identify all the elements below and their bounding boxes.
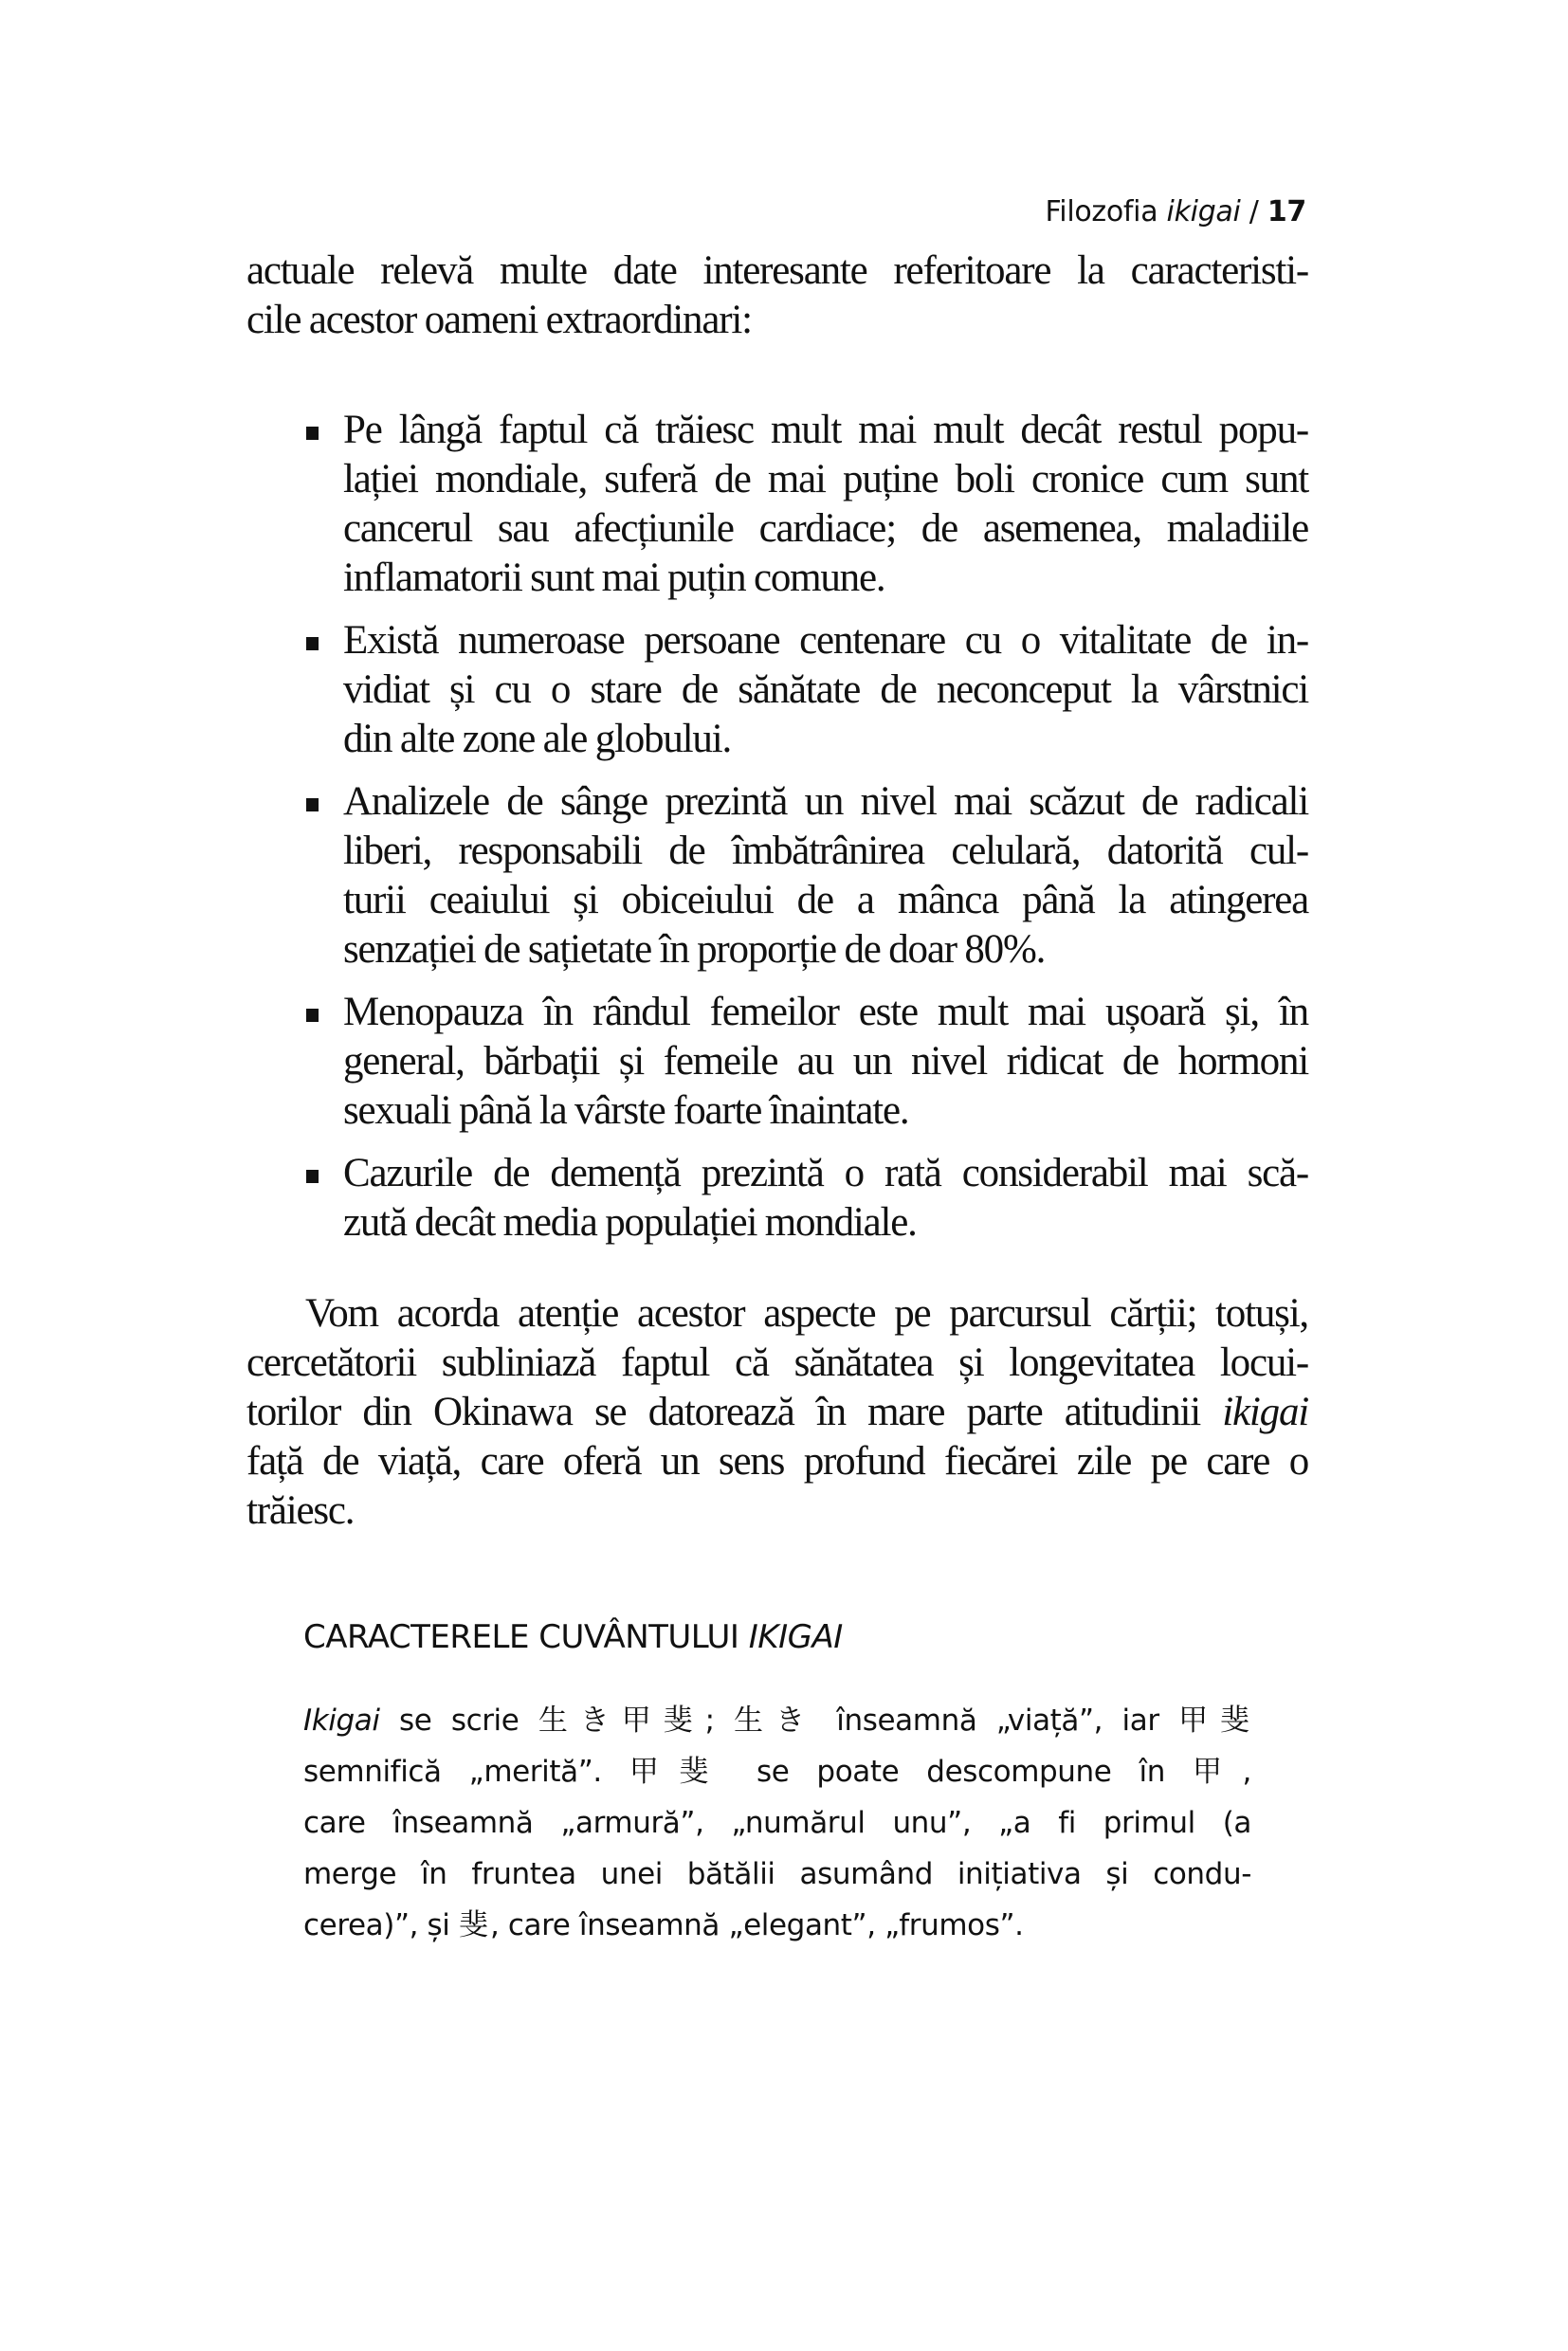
- text-segment: se scrie: [379, 1704, 538, 1738]
- body-paragraph: [246, 1289, 1308, 1536]
- kanji-explanation: [303, 1695, 1251, 1951]
- italic-term: ikigai: [1222, 1390, 1308, 1434]
- section-heading-text: CARACTERELE CUVÂNTULUI: [303, 1618, 749, 1656]
- kanji-gai: 甲斐: [1178, 1704, 1252, 1738]
- text-line: trăiesc.: [246, 1488, 355, 1533]
- text-segment: semnifică „merită”.: [303, 1755, 629, 1789]
- text-line: față de viață, care oferă un sens profund fiecărei zile pe care o: [246, 1439, 1308, 1484]
- text-line: zută decât media populației mondiale.: [343, 1200, 917, 1245]
- text-line: Vom acorda atenție acestor aspecte pe parcursul cărții; totuși,: [305, 1291, 1308, 1336]
- list-item: [246, 1149, 1308, 1248]
- text-segment: , care înseamnă „elegant”, „frumos”.: [489, 1908, 1024, 1942]
- text-line: care înseamnă „armură”, „numărul unu”, „a fi primul (a: [303, 1806, 1251, 1840]
- text-line: Cazurile de demență prezintă o rată considerabil mai scă-: [343, 1151, 1308, 1195]
- text-line: Analizele de sânge prezintă un nivel mai scăzut de radicali: [343, 779, 1308, 824]
- text-line: Pe lângă faptul că trăiesc mult mai mult decât restul popu-: [343, 408, 1308, 452]
- text-line: cercetătorii subliniază faptul că sănătatea și longevitatea locui-: [246, 1340, 1308, 1385]
- section-heading-italic: IKIGAI: [748, 1618, 843, 1656]
- text-line: actuale relevă multe date interesante referitoare la caracteristi-: [246, 248, 1308, 293]
- kanji-iki: 生き: [734, 1704, 817, 1738]
- running-head-title: Filozofia: [1045, 195, 1158, 228]
- square-bullet-icon: [306, 637, 319, 650]
- bullet-list: [246, 406, 1308, 1248]
- text-line: inflamatorii sunt mai puțin comune.: [343, 556, 885, 600]
- list-item: [246, 616, 1308, 764]
- text-line: [246, 1388, 1308, 1437]
- text-line: senzației de sațietate în proporție de doar 80%.: [343, 927, 1046, 972]
- list-item: [246, 988, 1308, 1136]
- list-item: [246, 777, 1308, 975]
- page-number: 17: [1267, 195, 1306, 228]
- kanji-gai: 甲斐: [629, 1755, 729, 1789]
- text-line: general, bărbații și femeile au un nivel ridicat de hormoni: [343, 1039, 1308, 1084]
- text-segment: cerea)”, și: [303, 1908, 459, 1942]
- running-head: [1046, 193, 1306, 231]
- kanji-ko: 甲: [1192, 1755, 1243, 1789]
- text-line: merge în fruntea unei bătălii asumând inițiativa și condu-: [303, 1857, 1251, 1891]
- square-bullet-icon: [306, 1009, 319, 1022]
- text-line: turii ceaiului și obiceiului de a mânca până la atingerea: [343, 878, 1308, 922]
- list-item: [246, 406, 1308, 603]
- text-line: cile acestor oameni extraordinari:: [246, 298, 752, 342]
- text-line: liberi, responsabili de îmbătrânirea celulară, datorită cul-: [343, 829, 1308, 873]
- text-segment: ,: [1242, 1755, 1251, 1789]
- text-line: din alte zone ale globului.: [343, 717, 731, 761]
- square-bullet-icon: [306, 798, 319, 811]
- kanji-hi: 斐: [458, 1908, 490, 1942]
- text-line: [303, 1746, 1251, 1797]
- section-heading: [303, 1616, 843, 1658]
- kanji-ikigai: 生き甲斐: [538, 1704, 705, 1738]
- italic-term: Ikigai: [303, 1704, 380, 1738]
- text-line: sexuali până la vârste foarte înaintate.: [343, 1088, 909, 1133]
- text-line: lației mondiale, suferă de mai puține boli cronice cum sunt: [343, 457, 1308, 501]
- text-segment: torilor din Okinawa se datorează în mare parte atitudinii: [246, 1390, 1223, 1434]
- square-bullet-icon: [306, 1170, 319, 1183]
- text-line: [303, 1900, 1251, 1951]
- text-line: Există numeroase persoane centenare cu o vitalitate de in-: [343, 618, 1308, 663]
- text-line: Menopauza în rândul femeilor este mult mai ușoară și, în: [343, 990, 1308, 1034]
- text-line: [303, 1695, 1251, 1746]
- lead-paragraph: [246, 246, 1308, 345]
- square-bullet-icon: [306, 427, 319, 440]
- text-segment: ;: [704, 1704, 735, 1738]
- text-line: cancerul sau afecțiunile cardiace; de asemenea, maladiile: [343, 506, 1308, 551]
- running-head-title-italic: ikigai: [1166, 195, 1241, 228]
- text-line: vidiat și cu o stare de sănătate de neconceput la vârstnici: [343, 667, 1308, 712]
- running-head-separator: /: [1240, 195, 1267, 228]
- text-segment: înseamnă „viață”, iar: [816, 1704, 1179, 1738]
- text-segment: se poate descompune în: [728, 1755, 1193, 1789]
